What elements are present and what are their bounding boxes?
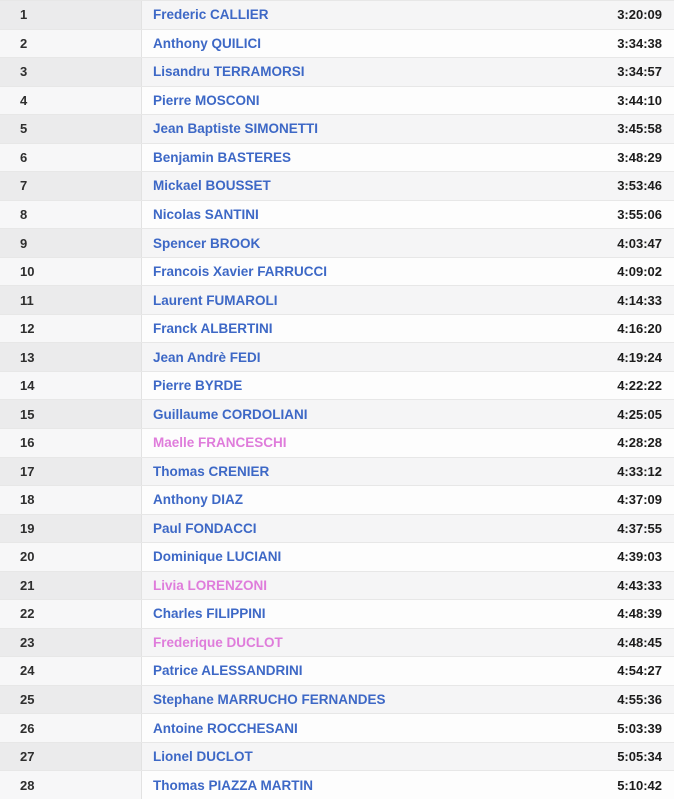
table-row (0, 742, 674, 771)
athlete-name-link[interactable]: Livia LORENZONI (153, 577, 268, 593)
time-cell: 3:34:38 (617, 35, 662, 51)
name-cell (142, 572, 617, 600)
rank-cell: 26 (0, 714, 142, 742)
name-cell (142, 629, 617, 657)
name-cell (142, 400, 617, 428)
athlete-name-link[interactable]: Anthony DIAZ (153, 492, 243, 508)
table-row (0, 428, 674, 457)
time-cell: 4:54:27 (617, 663, 662, 679)
rank-cell: 7 (0, 172, 142, 200)
athlete-name-link[interactable]: Jean Baptiste SIMONETTI (153, 121, 319, 137)
athlete-name-link[interactable]: Patrice ALESSANDRINI (153, 663, 303, 679)
rank-cell: 6 (0, 144, 142, 172)
name-cell (142, 144, 617, 172)
table-row (0, 571, 674, 600)
name-cell (142, 30, 617, 58)
table-row (0, 713, 674, 742)
rank-cell: 12 (0, 315, 142, 343)
time-cell: 4:43:33 (617, 577, 662, 593)
name-cell (142, 714, 617, 742)
time-cell: 4:28:28 (617, 435, 662, 451)
name-cell (142, 429, 617, 457)
name-cell (142, 686, 617, 714)
name-cell (142, 315, 617, 343)
table-row (0, 542, 674, 571)
time-cell: 3:34:57 (617, 64, 662, 80)
table-row (0, 457, 674, 486)
time-cell: 4:55:36 (617, 692, 662, 708)
table-row (0, 656, 674, 685)
table-row (0, 171, 674, 200)
rank-cell: 25 (0, 686, 142, 714)
athlete-name-link[interactable]: Maelle FRANCESCHI (153, 435, 287, 451)
athlete-name-link[interactable]: Nicolas SANTINI (153, 206, 259, 222)
rank-cell: 5 (0, 115, 142, 143)
time-cell: 4:39:03 (617, 549, 662, 565)
rank-cell: 18 (0, 486, 142, 514)
table-row (0, 399, 674, 428)
athlete-name-link[interactable]: Stephane MARRUCHO FERNANDES (153, 692, 386, 708)
rank-cell: 2 (0, 30, 142, 58)
athlete-name-link[interactable]: Thomas PIAZZA MARTIN (153, 777, 313, 793)
athlete-name-link[interactable]: Pierre BYRDE (153, 378, 243, 394)
athlete-name-link[interactable]: Laurent FUMAROLI (153, 292, 278, 308)
time-cell: 5:03:39 (617, 720, 662, 736)
time-cell: 4:37:09 (617, 492, 662, 508)
name-cell (142, 1, 617, 29)
athlete-name-link[interactable]: Lisandru TERRAMORSI (153, 64, 305, 80)
athlete-name-link[interactable]: Lionel DUCLOT (153, 749, 253, 765)
rank-cell: 1 (0, 1, 142, 29)
rank-cell: 23 (0, 629, 142, 657)
time-cell: 4:48:39 (617, 606, 662, 622)
rank-cell: 3 (0, 58, 142, 86)
athlete-name-link[interactable]: Benjamin BASTERES (153, 149, 292, 165)
time-cell: 4:22:22 (617, 378, 662, 394)
athlete-name-link[interactable]: Thomas CRENIER (153, 463, 270, 479)
table-row (0, 770, 674, 799)
athlete-name-link[interactable]: Spencer BROOK (153, 235, 261, 251)
rank-cell: 19 (0, 515, 142, 543)
rank-cell: 15 (0, 400, 142, 428)
time-cell: 5:10:42 (617, 777, 662, 793)
time-cell: 3:48:29 (617, 149, 662, 165)
rank-cell: 8 (0, 201, 142, 229)
rank-cell: 11 (0, 286, 142, 314)
name-cell (142, 343, 617, 371)
rank-cell: 4 (0, 87, 142, 115)
rank-cell: 24 (0, 657, 142, 685)
table-row (0, 485, 674, 514)
time-cell: 4:48:45 (617, 634, 662, 650)
athlete-name-link[interactable]: Pierre MOSCONI (153, 92, 260, 108)
table-row (0, 514, 674, 543)
name-cell (142, 229, 617, 257)
athlete-name-link[interactable]: Francois Xavier FARRUCCI (153, 264, 328, 280)
time-cell: 3:45:58 (617, 121, 662, 137)
name-cell (142, 486, 617, 514)
table-row (0, 114, 674, 143)
table-row (0, 29, 674, 58)
rank-cell: 20 (0, 543, 142, 571)
name-cell (142, 600, 617, 628)
table-row (0, 342, 674, 371)
athlete-name-link[interactable]: Frederique DUCLOT (153, 634, 283, 650)
name-cell (142, 743, 617, 771)
time-cell: 4:03:47 (617, 235, 662, 251)
rank-cell: 9 (0, 229, 142, 257)
name-cell (142, 657, 617, 685)
table-row (0, 285, 674, 314)
name-cell (142, 286, 617, 314)
time-cell: 4:19:24 (617, 349, 662, 365)
time-cell: 5:05:34 (617, 749, 662, 765)
name-cell (142, 543, 617, 571)
table-row (0, 200, 674, 229)
table-row (0, 371, 674, 400)
rank-cell: 14 (0, 372, 142, 400)
name-cell (142, 172, 617, 200)
table-row (0, 685, 674, 714)
athlete-name-link[interactable]: Franck ALBERTINI (153, 321, 273, 337)
table-row (0, 599, 674, 628)
table-row (0, 314, 674, 343)
athlete-name-link[interactable]: Paul FONDACCI (153, 520, 257, 536)
rank-cell: 17 (0, 458, 142, 486)
rank-cell: 10 (0, 258, 142, 286)
name-cell (142, 58, 617, 86)
athlete-name-link[interactable]: Guillaume CORDOLIANI (153, 406, 308, 422)
time-cell: 3:55:06 (617, 206, 662, 222)
rank-cell: 28 (0, 771, 142, 799)
rank-cell: 16 (0, 429, 142, 457)
athlete-name-link[interactable]: Charles FILIPPINI (153, 606, 266, 622)
time-cell: 3:20:09 (617, 7, 662, 23)
table-row (0, 0, 674, 29)
name-cell (142, 115, 617, 143)
athlete-name-link[interactable]: Antoine ROCCHESANI (153, 720, 298, 736)
athlete-name-link[interactable]: Jean Andrè FEDI (153, 349, 261, 365)
rank-cell: 22 (0, 600, 142, 628)
athlete-name-link[interactable]: Anthony QUILICI (153, 35, 261, 51)
time-cell: 4:33:12 (617, 463, 662, 479)
name-cell (142, 458, 617, 486)
athlete-name-link[interactable]: Frederic CALLIER (153, 7, 269, 23)
name-cell (142, 372, 617, 400)
rank-cell: 21 (0, 572, 142, 600)
name-cell (142, 87, 617, 115)
table-row (0, 57, 674, 86)
athlete-name-link[interactable]: Mickael BOUSSET (153, 178, 271, 194)
table-row (0, 143, 674, 172)
table-row (0, 228, 674, 257)
table-row (0, 86, 674, 115)
name-cell (142, 258, 617, 286)
name-cell (142, 771, 617, 799)
time-cell: 3:53:46 (617, 178, 662, 194)
table-row (0, 628, 674, 657)
rank-cell: 27 (0, 743, 142, 771)
name-cell (142, 201, 617, 229)
time-cell: 4:25:05 (617, 406, 662, 422)
rank-cell: 13 (0, 343, 142, 371)
name-cell (142, 515, 617, 543)
athlete-name-link[interactable]: Dominique LUCIANI (153, 549, 282, 565)
table-row (0, 257, 674, 286)
time-cell: 3:44:10 (617, 92, 662, 108)
time-cell: 4:14:33 (617, 292, 662, 308)
time-cell: 4:09:02 (617, 264, 662, 280)
time-cell: 4:37:55 (617, 520, 662, 536)
time-cell: 4:16:20 (617, 321, 662, 337)
